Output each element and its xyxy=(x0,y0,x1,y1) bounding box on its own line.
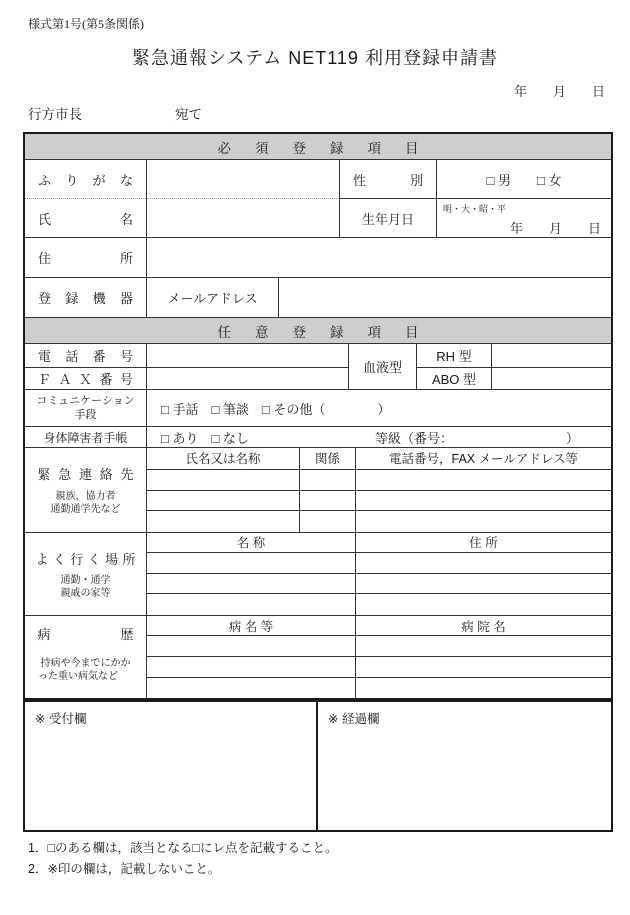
name-label-cell xyxy=(25,199,146,237)
note-1: 1．□のある欄は，該当となる□にレ点を記載すること。 xyxy=(28,841,338,855)
history-sub1: 持病や今までにかか xyxy=(40,658,131,669)
handbook-options-cell xyxy=(147,427,611,447)
emergency-contacts-block xyxy=(25,448,611,533)
places-label: よく行く場所 xyxy=(35,551,136,567)
phone-field xyxy=(147,344,348,368)
contacts-sub1: 親族，協力者 xyxy=(55,491,116,502)
places-label-cell xyxy=(25,533,147,615)
communication-checkboxes: □ 手話 □ 筆談 □ その他（ ） xyxy=(161,401,391,417)
phone-label-cell xyxy=(25,344,146,368)
contacts-row-3 xyxy=(147,511,611,532)
blood-abo-label-cell xyxy=(417,368,491,389)
blood-abo-field xyxy=(492,368,611,389)
handbook-checkboxes: □ あり □ なし xyxy=(161,430,249,446)
addressee-suffix: 宛て xyxy=(175,107,202,122)
blood-rh-label: RH 型 xyxy=(436,349,472,364)
blood-type-label: 血液型 xyxy=(362,360,402,375)
history-row-3 xyxy=(147,678,611,698)
name-label: 氏名 xyxy=(38,211,133,227)
device-row xyxy=(25,278,611,318)
contacts-sub2: 通勤通学先など xyxy=(50,504,121,515)
history-row-2 xyxy=(147,657,611,678)
birth-label: 生年月日 xyxy=(361,211,414,227)
blood-type-label-cell xyxy=(349,344,417,389)
address-label-cell xyxy=(25,238,147,277)
progress-label: ※ 経過欄 xyxy=(328,712,380,726)
address-label: 住所 xyxy=(38,251,133,266)
fax-label: ＦＡＸ番号 xyxy=(38,372,133,387)
sex-label: 性別 xyxy=(353,172,423,188)
handbook-row xyxy=(25,427,611,448)
furigana-label-cell xyxy=(25,160,146,199)
contacts-col-relation: 関係 xyxy=(300,448,356,469)
reception-label: ※ 受付欄 xyxy=(35,712,87,726)
history-label: 病歴 xyxy=(37,627,134,642)
address-row xyxy=(25,238,611,278)
furigana-label: ふりがな xyxy=(38,172,133,188)
history-col-disease: 病 名 等 xyxy=(147,616,356,635)
birth-era-options: 明・大・昭・平 xyxy=(443,204,507,214)
name-field xyxy=(147,199,339,237)
device-type-label: メールアドレス xyxy=(167,291,258,306)
reception-box xyxy=(25,702,318,830)
handbook-grade-label: 等級（番号： xyxy=(375,430,454,446)
address-field xyxy=(147,238,611,277)
communication-label-cell xyxy=(25,390,147,426)
name-sex-group xyxy=(25,160,611,238)
progress-box xyxy=(318,702,611,830)
application-table xyxy=(23,132,613,700)
contacts-col-tel: 電話番号，FAX メールアドレス等 xyxy=(389,452,578,467)
sex-label-cell xyxy=(340,160,436,199)
handbook-label: 身体障害者手帳 xyxy=(43,430,128,445)
places-row-1 xyxy=(147,553,611,574)
page-title: 緊急通報システム NET119 利用登録申請書 xyxy=(132,48,498,68)
device-label: 登録機器 xyxy=(38,291,133,306)
contacts-col-name: 氏名又は名称 xyxy=(147,448,300,469)
addressee-name: 行方市長 xyxy=(28,107,82,122)
history-label-cell xyxy=(25,616,147,698)
history-sub2: った重い病気など xyxy=(38,671,118,682)
handbook-label-cell xyxy=(25,427,147,447)
birth-ymd: 年 月 日 xyxy=(509,221,601,236)
device-label-cell xyxy=(25,278,147,317)
note-2: 2．※印の欄は，記載しないこと。 xyxy=(28,862,221,876)
contacts-label: 緊急連絡先 xyxy=(37,467,134,482)
blood-rh-label-cell xyxy=(417,344,491,368)
places-header-row xyxy=(147,533,611,553)
contacts-row-1 xyxy=(147,470,611,491)
communication-options-cell xyxy=(147,390,611,426)
history-header-row xyxy=(147,616,611,636)
communication-label-line2: 手段 xyxy=(74,409,97,421)
places-row-2 xyxy=(147,574,611,595)
places-sub1: 通勤・通学 xyxy=(60,574,111,586)
footer-notes xyxy=(28,838,338,880)
form-number-stamp: 様式第1号(第5条関係) xyxy=(28,17,144,31)
contacts-label-cell xyxy=(25,448,147,532)
phone-blood-group xyxy=(25,344,611,390)
required-section-header: 必須登録項目 xyxy=(25,134,611,160)
blood-abo-label: ABO 型 xyxy=(431,372,477,387)
places-sub2: 親戚の家等 xyxy=(60,587,111,599)
birth-field-cell xyxy=(437,199,611,237)
places-col-address: 住 所 xyxy=(469,536,498,551)
device-field xyxy=(279,278,611,317)
communication-row xyxy=(25,390,611,427)
contacts-header-row xyxy=(147,448,611,470)
history-col-hospital: 病 院 名 xyxy=(461,619,506,634)
sex-checkboxes: □ 男 □ 女 xyxy=(486,172,562,188)
places-block xyxy=(25,533,611,616)
history-row-1 xyxy=(147,636,611,657)
device-type-cell xyxy=(147,278,279,317)
places-col-name: 名 称 xyxy=(147,533,356,552)
places-row-3 xyxy=(147,594,611,615)
sex-options-cell xyxy=(437,160,611,199)
office-use-box xyxy=(23,700,613,832)
handbook-grade-close: ） xyxy=(565,430,579,446)
fax-field xyxy=(147,368,348,389)
phone-label: 電話番号 xyxy=(38,349,133,364)
history-block xyxy=(25,616,611,698)
fax-label-cell xyxy=(25,368,146,389)
communication-label-line1: コミュニケーション xyxy=(36,395,135,407)
furigana-field xyxy=(147,160,339,199)
optional-section-header: 任意登録項目 xyxy=(25,318,611,344)
date-line: 年 月 日 xyxy=(513,84,605,99)
birth-label-cell xyxy=(340,199,436,237)
contacts-row-2 xyxy=(147,491,611,512)
blood-rh-field xyxy=(492,344,611,368)
